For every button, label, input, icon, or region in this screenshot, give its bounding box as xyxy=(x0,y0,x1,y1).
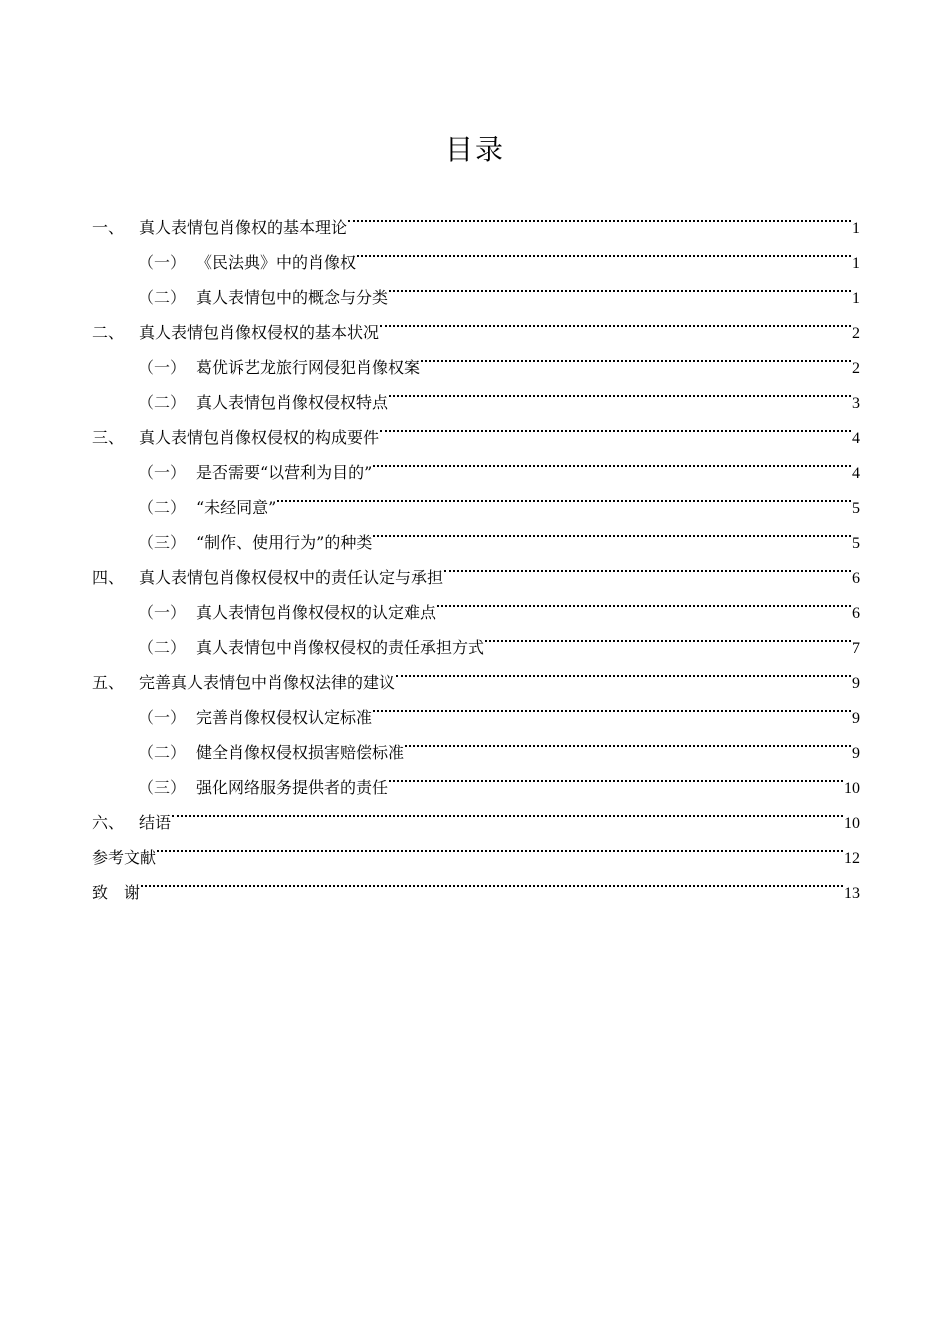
toc-entry-number: （一） xyxy=(138,603,187,622)
toc-entry-number: （二） xyxy=(138,743,187,762)
toc-page-number: 2 xyxy=(852,360,860,377)
toc-page-number: 9 xyxy=(852,710,860,727)
toc-page-number: 10 xyxy=(844,815,860,832)
toc-entry-title: 葛优诉艺龙旅行网侵犯肖像权案 xyxy=(196,358,421,377)
dot-leader xyxy=(373,443,851,478)
toc-entry-number: 五、 xyxy=(92,673,125,692)
toc-entry-number: 一、 xyxy=(92,218,125,237)
toc-entry-number: 四、 xyxy=(92,568,125,587)
toc-page-number: 2 xyxy=(852,325,860,342)
toc-entry-title: 真人表情包肖像权的基本理论 xyxy=(139,218,348,237)
toc-entry-number: （一） xyxy=(138,463,187,482)
dot-leader xyxy=(380,303,851,338)
dot-leader xyxy=(396,653,851,688)
toc-page-number: 4 xyxy=(852,465,860,482)
toc-page-number: 1 xyxy=(852,220,860,237)
toc-entry-number: 三、 xyxy=(92,428,125,447)
toc-title: 目录 xyxy=(444,133,505,166)
toc-page-number: 12 xyxy=(844,850,860,867)
toc-entry-title: 真人表情包中肖像权侵权的责任承担方式 xyxy=(196,638,485,657)
toc-page-number: 1 xyxy=(852,290,860,307)
toc-entry-title: 健全肖像权侵权损害赔偿标准 xyxy=(196,743,405,762)
toc-section-entry[interactable] xyxy=(92,198,860,237)
toc-entry-number: （二） xyxy=(138,288,187,307)
toc-entry-number: 六、 xyxy=(92,813,125,832)
toc-page-number: 6 xyxy=(852,605,860,622)
dot-leader xyxy=(421,338,851,373)
toc-entry-title: 真人表情包肖像权侵权的认定难点 xyxy=(196,603,437,622)
dot-leader xyxy=(373,688,851,723)
toc-entry-title: 真人表情包肖像权侵权的构成要件 xyxy=(139,428,380,447)
toc-page-number: 7 xyxy=(852,640,860,657)
dot-leader xyxy=(437,583,851,618)
dot-leader xyxy=(405,723,851,758)
toc-entry-number: （一） xyxy=(138,708,187,727)
dot-leader xyxy=(277,478,851,513)
toc-page-number: 6 xyxy=(852,570,860,587)
dot-leader xyxy=(485,618,851,653)
toc-page-number: 3 xyxy=(852,395,860,412)
dot-leader xyxy=(444,548,851,583)
toc-entry-number: （二） xyxy=(138,638,187,657)
dot-leader xyxy=(389,758,843,793)
toc-backmatter-entry[interactable] xyxy=(92,863,860,902)
toc-entry-title: 是否需要“以营利为目的” xyxy=(196,463,373,482)
toc-entry-title: 真人表情包肖像权侵权特点 xyxy=(196,393,389,412)
toc-page-number: 1 xyxy=(852,255,860,272)
toc-page-number: 9 xyxy=(852,745,860,762)
dot-leader xyxy=(357,233,851,268)
dot-leader xyxy=(157,828,843,863)
toc-entry-title: 结语 xyxy=(139,813,172,832)
toc-entry-number: （二） xyxy=(138,498,187,517)
toc-backmatter-entry[interactable] xyxy=(92,828,860,867)
toc-entry-number: （三） xyxy=(138,778,187,797)
toc-page-number: 9 xyxy=(852,675,860,692)
toc-section-entry[interactable] xyxy=(92,793,860,832)
toc-page-number: 5 xyxy=(852,535,860,552)
toc-entry-number: （二） xyxy=(138,393,187,412)
toc-entry-title: 强化网络服务提供者的责任 xyxy=(196,778,389,797)
dot-leader xyxy=(380,408,851,443)
toc-entry-title: 致 谢 xyxy=(92,883,141,902)
toc-entry-title: 真人表情包肖像权侵权中的责任认定与承担 xyxy=(139,568,444,587)
toc-entry-title: 《民法典》中的肖像权 xyxy=(196,253,357,272)
toc-entry-title: “制作、使用行为”的种类 xyxy=(196,533,373,552)
toc-entry-title: 真人表情包中的概念与分类 xyxy=(196,288,389,307)
dot-leader xyxy=(172,793,843,828)
toc-entry-number: （一） xyxy=(138,358,187,377)
toc-page-number: 13 xyxy=(844,885,860,902)
toc-entry-title: 完善肖像权侵权认定标准 xyxy=(196,708,373,727)
toc-entry-number: （一） xyxy=(138,253,187,272)
dot-leader xyxy=(373,513,851,548)
toc-entry-number: （三） xyxy=(138,533,187,552)
toc-entry-title: “未经同意” xyxy=(196,498,277,517)
toc-entry-title: 参考文献 xyxy=(92,848,157,867)
toc-entry-title: 完善真人表情包中肖像权法律的建议 xyxy=(139,673,396,692)
dot-leader xyxy=(348,198,851,233)
toc-entry-number: 二、 xyxy=(92,323,125,342)
table-of-contents xyxy=(92,198,860,902)
dot-leader xyxy=(389,268,851,303)
toc-page-number: 5 xyxy=(852,500,860,517)
toc-entry-title: 真人表情包肖像权侵权的基本状况 xyxy=(139,323,380,342)
toc-page-number: 4 xyxy=(852,430,860,447)
toc-page-number: 10 xyxy=(844,780,860,797)
dot-leader xyxy=(141,863,843,898)
dot-leader xyxy=(389,373,851,408)
